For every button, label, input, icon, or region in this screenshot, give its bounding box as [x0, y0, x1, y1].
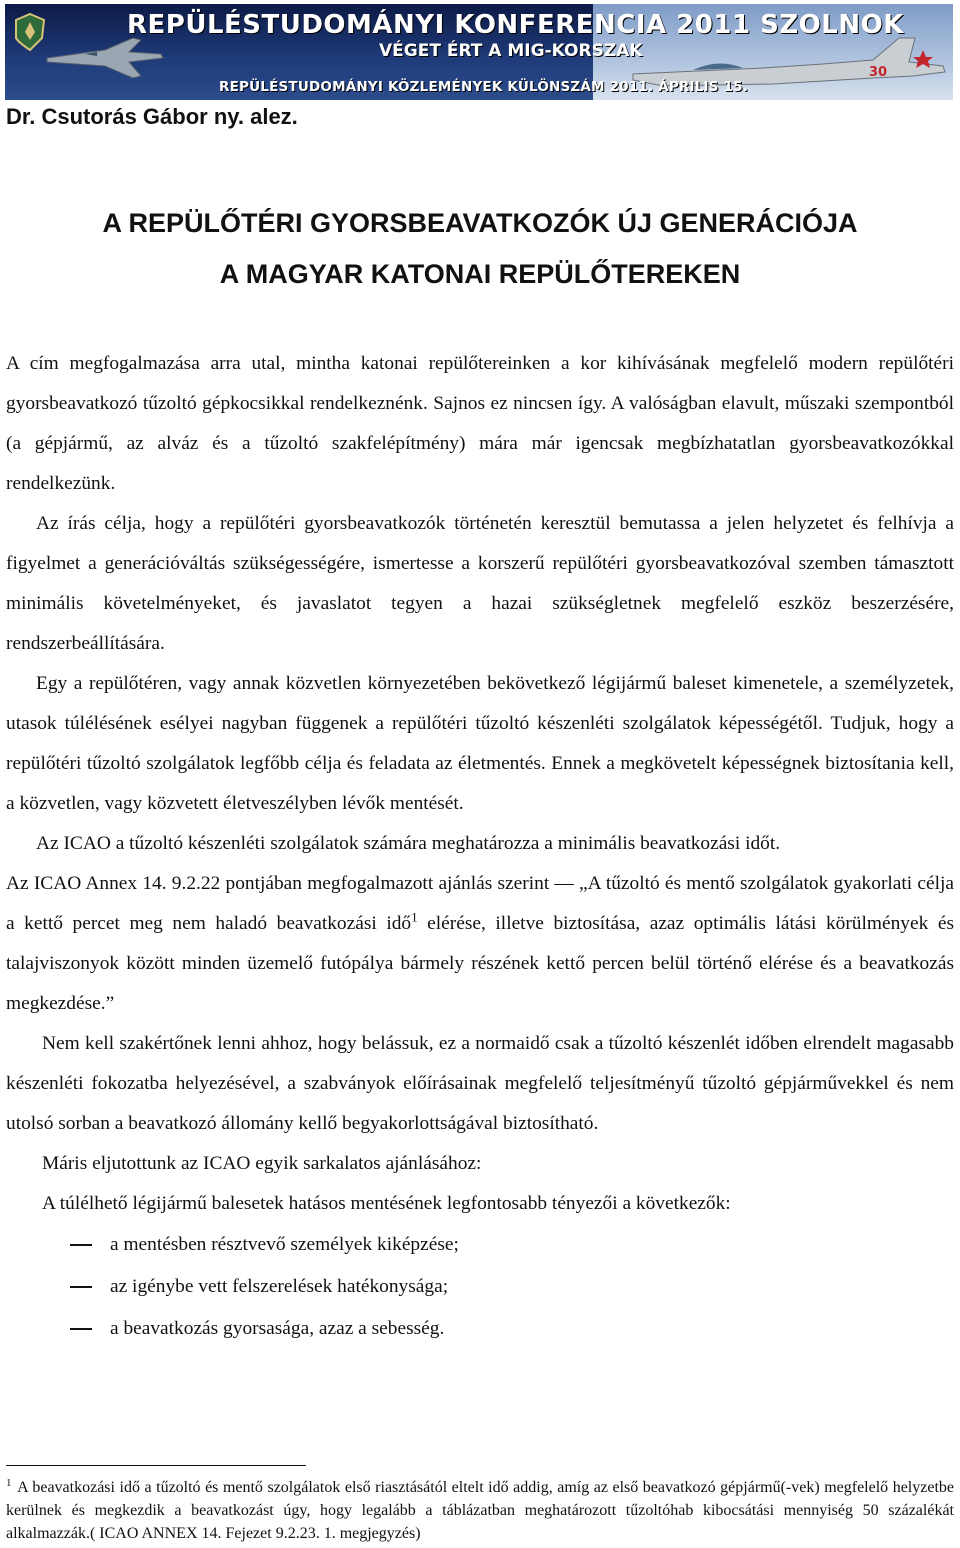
- footnote: [6, 1472, 954, 1545]
- annex-quote-end: elérése, illetve biztosítása, azaz optimális látási körülmények és talajviszonyok között minden üzemelő futópálya bármely részének kettő percen belül történő elérése és a beavatkozás megkezdése.”: [6, 913, 954, 1014]
- paragraph-key-factors: A túlélhető légijármű balesetek hatásos mentésének legfontosabb tényezői a következők:: [42, 1193, 731, 1214]
- key-factors-list: [6, 1224, 954, 1350]
- list-item: [6, 1224, 954, 1266]
- footnote-reference[interactable]: 1: [411, 909, 418, 925]
- article-title-line-1: A REPÜLŐTÉRI GYORSBEAVATKOZÓK ÚJ GENERÁCIÓJA: [102, 208, 858, 238]
- paragraph-icao-annex-quote: [6, 864, 954, 1024]
- paragraph-icao-response-time: Az ICAO a tűzoltó készenléti szolgálatok számára meghatározza a minimális beavatkozási időt.: [36, 833, 781, 854]
- air-force-emblem-icon: [13, 12, 47, 52]
- banner-conference-title: REPÜLÉSTUDOMÁNYI KONFERENCIA 2011 SZOLNOK: [127, 10, 904, 40]
- jet-side-number: 30: [869, 65, 888, 80]
- list-item-text: a mentésben résztvevő személyek kiképzése;: [110, 1234, 459, 1255]
- author-name: Dr. Csutorás Gábor ny. alez.: [6, 104, 298, 129]
- annex-quote-start: Az ICAO Annex 14. 9.2.22 pontjában megfogalmazott ajánlás szerint — „A tűzoltó és mentő szolgálatok gyakorlati célja a kettő percet meg nem haladó beavatkozási idő: [6, 873, 954, 934]
- article-body: [6, 344, 954, 1350]
- footnote-number: 1: [6, 1477, 12, 1489]
- banner-subtitle: VÉGET ÉRT A MIG-KORSZAK: [379, 41, 643, 61]
- footnote-separator: [6, 1465, 306, 1466]
- banner-publication-line: REPÜLÉSTUDOMÁNYI KÖZLEMÉNYEK KÜLÖNSZÁM 2011. ÁPRILIS 15.: [219, 79, 749, 95]
- dash-bullet-icon: [70, 1286, 92, 1288]
- paragraph-accident-outcome: Egy a repülőtéren, vagy annak közvetlen környezetében bekövetkező légijármű baleset kimenetele, a személyzetek, utasok túlélésének esélyei nagyban függenek a repülőtéri tűzoltó készenléti szolgálatok képességétől. Tudjuk, hogy a repülőtéri tűzoltó szolgálatok legfőbb célja és feladata az életmentés. Ennek a megkövetelt képességnek biztosítania kell, a közvetlen, vagy közvetett életveszélyben lévők mentését.: [6, 673, 954, 814]
- paragraph-norm-time: Nem kell szakértőnek lenni ahhoz, hogy belássuk, ez a normaidő csak a tűzoltó készenlét időben elrendelt magasabb készenléti fokozatba helyezésével, a szabványok előírásainak megfelelő teljesítményű tűzoltó gépjárművekkel és nem utolsó sorban a beavatkozó állomány kellő begyakorlottságával biztosítható.: [6, 1033, 954, 1134]
- list-item: [6, 1266, 954, 1308]
- list-item-text: az igénybe vett felszerelések hatékonysága;: [110, 1276, 449, 1297]
- conference-banner: [5, 4, 953, 100]
- list-item: [6, 1308, 954, 1350]
- paragraph-icao-recommendation: Máris eljutottunk az ICAO egyik sarkalatos ajánlásához:: [42, 1153, 482, 1174]
- footnote-text: A beavatkozási idő a tűzoltó és mentő szolgálatok első riasztásától eltelt idő addig, amíg az első beavatkozó gépjármű(-vek) megfelelő helyzetbe kerülnek és megkezdik a beavatkozást úgy, hogy legalább a táblázatban meghatározott tűzoltóhab kibocsátási mennyiség 50 százalékát alkalmazzák.( ICAO ANNEX 14. Fejezet 9.2.23. 1. megjegyzés): [6, 1479, 955, 1542]
- list-item-text: a beavatkozás gyorsasága, azaz a sebesség.: [110, 1318, 445, 1339]
- paragraph-purpose: Az írás célja, hogy a repülőtéri gyorsbeavatkozók történetén keresztül bemutassa a jelen helyzetet és felhívja a figyelmet a generációváltás szükségességére, ismertesse a korszerű repülőtéri gyorsbeavatkozóval szemben támasztott minimális követelményeket, és javaslatot tegyen a hazai szükségletnek megfelelő eszköz beszerzésére, rendszerbeállítására.: [6, 513, 954, 654]
- paragraph-intro: A cím megfogalmazása arra utal, mintha katonai repülőtereinken a kor kihívásának megfelelő modern repülőtéri gyorsbeavatkozó tűzoltó gépkocsikkal rendelkeznénk. Sajnos ez nincsen így. A valóságban elavult, műszaki szempontból (a gépjármű, az alváz és a tűzoltó szakfelépítmény) mára már igencsak megbízhatatlan gyorsbeavatkozókkal rendelkezünk.: [6, 353, 954, 494]
- article-title-line-2: A MAGYAR KATONAI REPÜLŐTEREKEN: [219, 259, 741, 289]
- dash-bullet-icon: [70, 1244, 92, 1246]
- dash-bullet-icon: [70, 1328, 92, 1330]
